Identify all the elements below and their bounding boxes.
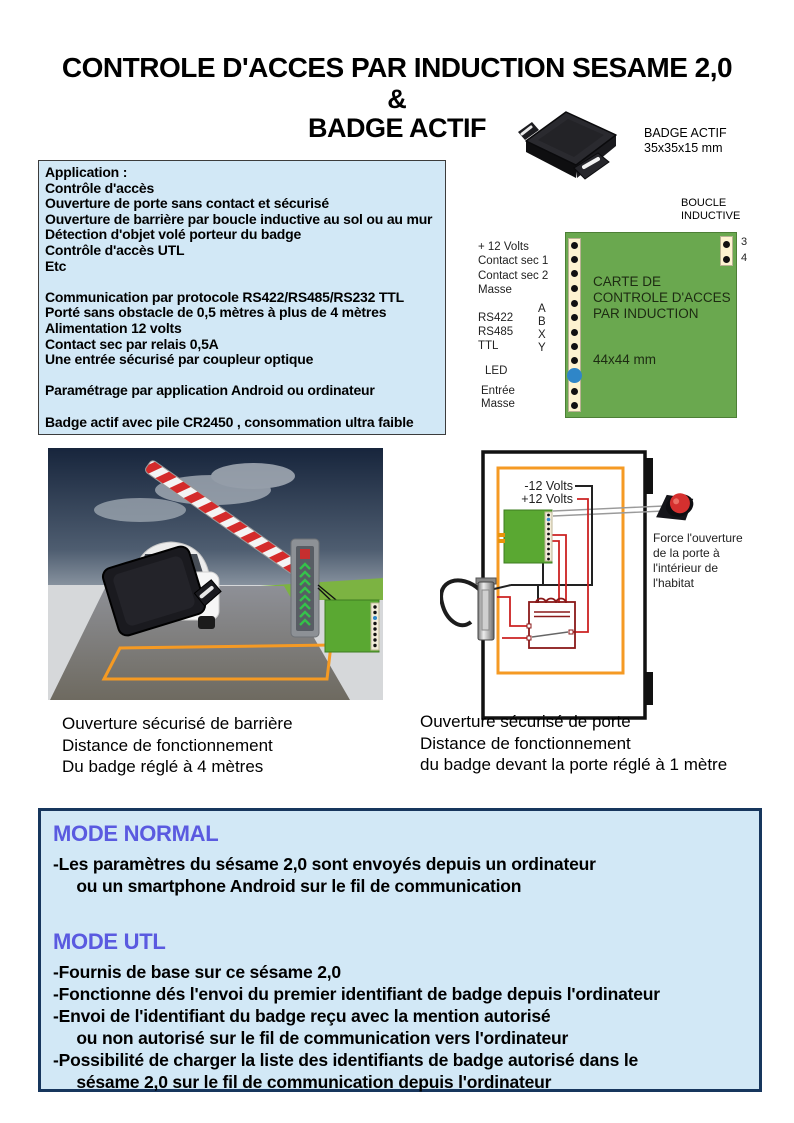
mode-line: -Fournis de base sur ce sésame 2,0	[53, 962, 341, 982]
board-name-line1: CARTE DE	[593, 274, 662, 289]
exit-button	[651, 487, 699, 528]
feature-line-blank	[45, 399, 439, 415]
force-line: l'habitat	[653, 576, 694, 590]
label-contact1: Contact sec 1	[478, 255, 549, 267]
modes-box	[38, 808, 762, 1092]
door-pcb	[498, 510, 552, 563]
pin-dot	[571, 388, 578, 395]
feature-line: Détection d'objet volé porteur du badge	[45, 226, 302, 243]
badge-photo	[508, 100, 642, 194]
pin3-label: 3	[741, 236, 748, 248]
control-board	[565, 232, 737, 418]
caption-line: Distance de fonctionnement	[420, 733, 631, 753]
label-plus12: + 12 Volts	[478, 241, 529, 253]
pin-dot	[571, 343, 578, 350]
feature-line: Contrôle d'accès UTL	[45, 241, 185, 258]
board-pin-strip-left	[568, 238, 581, 412]
pin4-label: 4	[741, 252, 748, 264]
feature-line: Contact sec par relais 0,5A	[45, 335, 219, 352]
title-ampersand: &	[387, 84, 407, 114]
board-pin-strip-topright	[720, 236, 733, 266]
features-box	[38, 160, 446, 435]
caption-barrier	[62, 713, 293, 778]
force-line: Force l'ouverture	[653, 531, 743, 545]
caption-line: Ouverture sécurisé de barrière	[62, 714, 293, 733]
feature-line: Contrôle d'accès	[45, 179, 155, 196]
badge-caption	[644, 126, 727, 156]
signal-post	[291, 539, 319, 637]
inductive-loop-label	[681, 197, 740, 222]
barrier-pcb	[325, 600, 379, 652]
badge-caption-line2: 35x35x15 mm	[644, 141, 723, 155]
pin-dot	[571, 402, 578, 409]
board-name-line2: CONTROLE D'ACCES	[593, 290, 731, 305]
feature-line: Alimentation 12 volts	[45, 319, 182, 336]
feature-line: Etc	[45, 257, 67, 274]
force-open-note	[653, 531, 753, 591]
mode-line: ou non autorisé sur le fil de communication vers l'ordinateur	[53, 1028, 569, 1048]
label-led: LED	[485, 365, 508, 377]
feature-line: Une entrée sécurisé par coupleur optique	[45, 351, 314, 368]
feature-line: Ouverture de barrière par boucle inductive au sol ou au mur	[45, 210, 433, 227]
caption-line: du badge devant la porte réglé à 1 mètre	[420, 755, 728, 774]
caption-line: Ouverture sécurisé de porte	[420, 712, 631, 731]
caption-door	[420, 711, 727, 776]
mode-normal-title: MODE NORMAL	[53, 821, 219, 846]
barrier-scene	[48, 448, 383, 700]
pin-dot	[571, 329, 578, 336]
label-y: Y	[538, 342, 546, 354]
force-line: de la porte à	[653, 546, 720, 560]
pin-dot	[571, 357, 578, 364]
mode-line: -Fonctionne dés l'envoi du premier identifiant de badge depuis l'ordinateur	[53, 984, 660, 1004]
pin-dot	[571, 242, 578, 249]
title-subtitle: BADGE ACTIF	[308, 113, 486, 143]
feature-line-blank	[45, 368, 439, 384]
loop-label-line2: INDUCTIVE	[681, 209, 741, 222]
label-x: X	[538, 329, 546, 341]
feature-line: Communication par protocole RS422/RS485/RS232 TTL	[45, 288, 404, 305]
badge-caption-line1: BADGE ACTIF	[644, 126, 727, 140]
mode-line: -Envoi de l'identifiant du badge reçu avec la mention autorisé	[53, 1006, 551, 1026]
pin-dot	[571, 285, 578, 292]
feature-line-blank	[45, 274, 439, 290]
caption-line: Distance de fonctionnement	[62, 735, 273, 755]
board-name	[593, 274, 731, 322]
mode-utl-title: MODE UTL	[53, 929, 166, 954]
pin-dot	[571, 256, 578, 263]
label-masse2: Masse	[481, 398, 515, 410]
page-title: CONTROLE D'ACCES PAR INDUCTION SESAME 2,0	[61, 52, 733, 83]
mode-line: sésame 2,0 sur le fil de communication depuis l'ordinateur	[53, 1072, 552, 1092]
label-a: A	[538, 303, 546, 315]
caption-line: Du badge réglé à 4 mètres	[62, 757, 264, 776]
minus12-label: -12 Volts	[524, 479, 573, 493]
label-rs485: RS485	[478, 326, 514, 338]
label-contact2: Contact sec 2	[478, 270, 549, 282]
plus12-label: +12 Volts	[521, 492, 573, 506]
pin-dot	[571, 300, 578, 307]
led-indicator	[567, 368, 582, 383]
feature-line: Paramétrage par application Android ou ordinateur	[45, 382, 375, 399]
label-rs422: RS422	[478, 312, 514, 324]
label-masse1: Masse	[478, 284, 512, 296]
feature-line: Application :	[45, 164, 128, 180]
pin-dot	[723, 256, 730, 263]
feature-line: Badge actif avec pile CR2450 , consommation ultra faible	[45, 413, 414, 430]
label-ttl: TTL	[478, 340, 499, 352]
pcb-led	[547, 518, 551, 522]
mode-line: -Les paramètres du sésame 2,0 sont envoyés depuis un ordinateur	[53, 854, 596, 874]
label-entree: Entrée	[481, 385, 515, 397]
active-badge-illustration	[518, 112, 616, 179]
feature-line: Ouverture de porte sans contact et sécurisé	[45, 195, 329, 212]
mode-line: ou un smartphone Android sur le fil de communication	[53, 876, 522, 896]
pcb-led	[373, 616, 377, 620]
mode-line: -Possibilité de charger la liste des identifiants de badge autorisé dans le	[53, 1050, 639, 1070]
feature-line: Porté sans obstacle de 0,5 mètres à plus de 4 mètres	[45, 304, 387, 321]
label-b: B	[538, 316, 546, 328]
board-name-line3: PAR INDUCTION	[593, 306, 699, 321]
pin-dot	[571, 270, 578, 277]
loop-label-line1: BOUCLE	[681, 197, 727, 209]
pin-dot	[571, 314, 578, 321]
hinge-top	[645, 458, 653, 494]
pin-dot	[723, 241, 730, 248]
electric-strike	[441, 578, 496, 640]
hinge-bottom	[645, 672, 653, 705]
force-line: l'intérieur de	[653, 561, 718, 575]
board-size: 44x44 mm	[593, 352, 657, 367]
